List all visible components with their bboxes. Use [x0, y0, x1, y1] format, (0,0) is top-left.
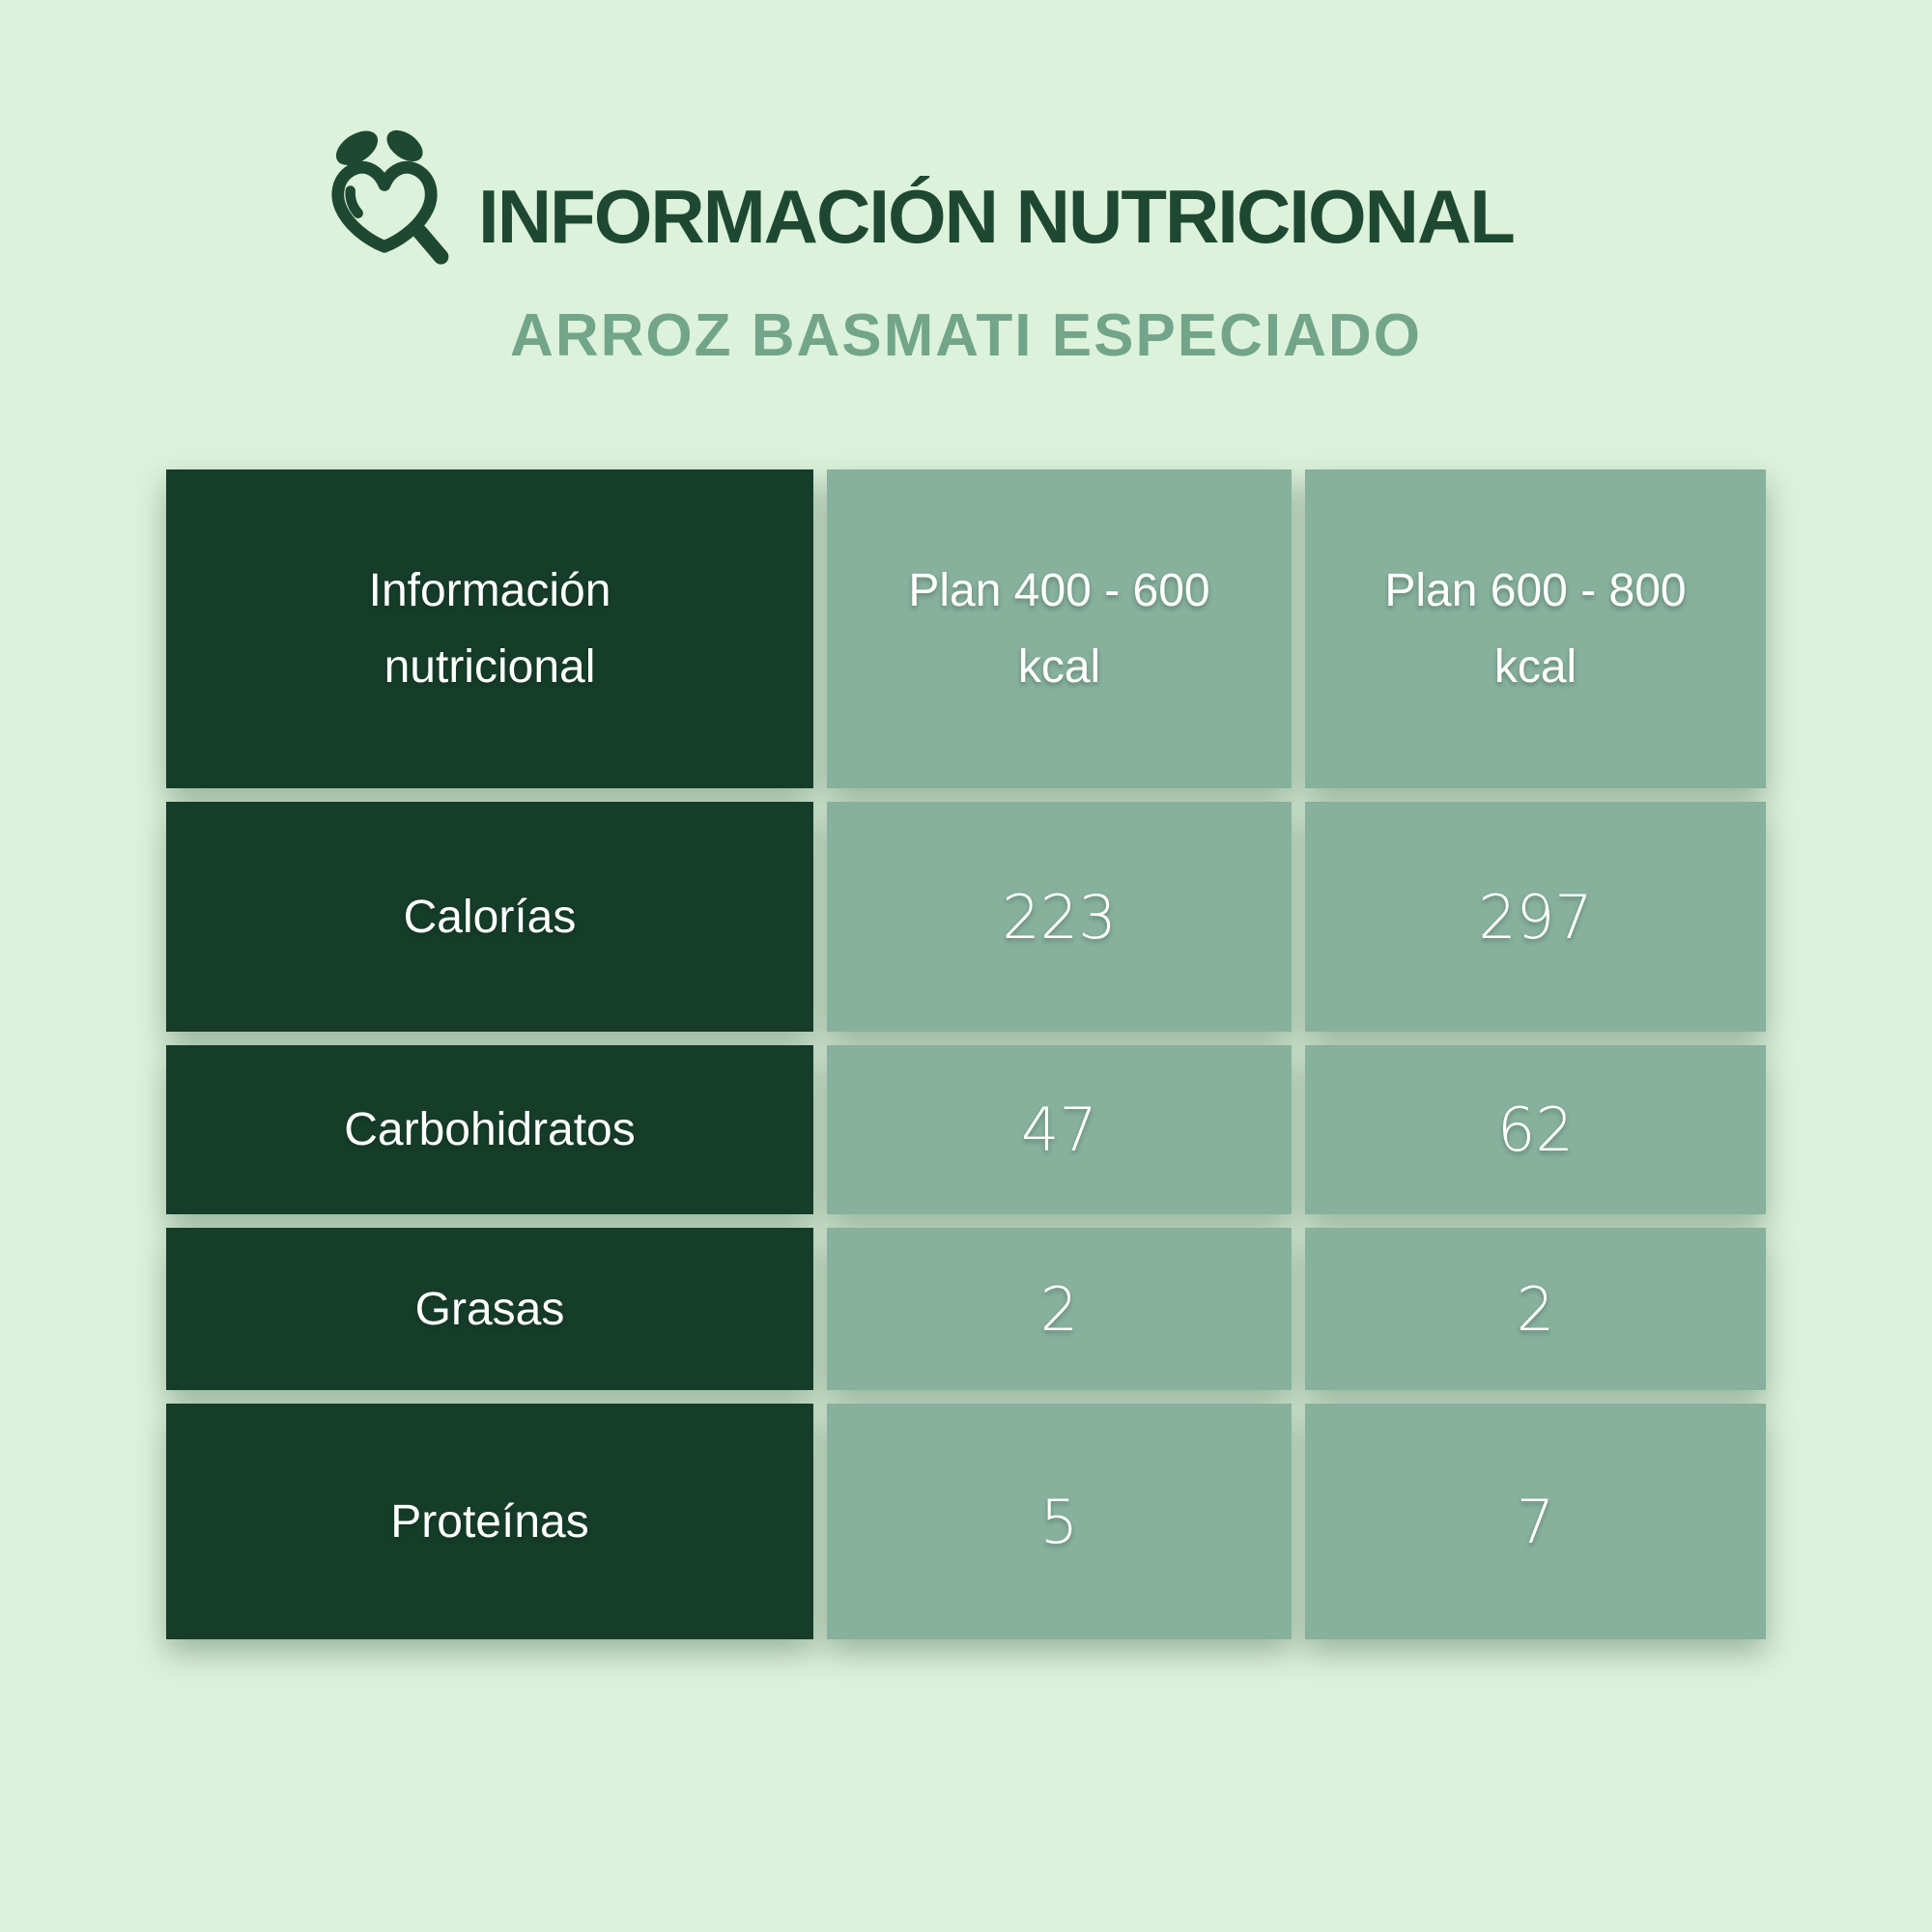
row-calorias-label-cell [166, 802, 813, 1032]
row-carbohidratos-label-cell [166, 1045, 813, 1214]
row-carbohidratos-plan1-cell [827, 1045, 1292, 1214]
row-value: 297 [1478, 881, 1593, 952]
row-value: 5 [1039, 1486, 1079, 1557]
row-value: 223 [1002, 881, 1117, 952]
row-label: Proteínas [390, 1495, 589, 1548]
row-label: Grasas [414, 1283, 565, 1335]
row-value: 62 [1497, 1094, 1574, 1165]
row-value: 47 [1021, 1094, 1097, 1165]
table-header-plan-400-600 [827, 469, 1292, 788]
row-calorias-plan2-cell [1305, 802, 1766, 1032]
heart-apple-magnifier-icon [312, 126, 457, 276]
row-value: 2 [1039, 1273, 1079, 1345]
row-label: Carbohidratos [344, 1104, 636, 1155]
nutrition-table [166, 469, 1766, 1639]
row-proteinas-plan2-cell [1305, 1404, 1766, 1639]
table-header-plan-400-600-label: Plan 400 - 600 kcal [908, 564, 1210, 693]
row-grasas-label-cell [166, 1228, 813, 1390]
row-calorias-plan1-cell [827, 802, 1292, 1032]
row-proteinas-plan1-cell [827, 1404, 1292, 1639]
page-subtitle: ARROZ BASMATI ESPECIADO [510, 302, 1422, 369]
row-proteinas-label-cell [166, 1404, 813, 1639]
table-header-plan-600-800 [1305, 469, 1766, 788]
row-carbohidratos-plan2-cell [1305, 1045, 1766, 1214]
row-value: 2 [1516, 1273, 1555, 1345]
row-grasas-plan2-cell [1305, 1228, 1766, 1390]
header [0, 141, 1932, 370]
table-header-info [166, 469, 813, 788]
row-grasas-plan1-cell [827, 1228, 1292, 1390]
title-row [312, 141, 1514, 292]
table-header-plan-600-800-label: Plan 600 - 800 kcal [1384, 564, 1687, 693]
row-label: Calorías [403, 891, 577, 943]
page-title: INFORMACIÓN NUTRICIONAL [478, 173, 1514, 259]
row-value: 7 [1516, 1486, 1555, 1557]
table-header-info-label: Información nutricional [368, 564, 611, 693]
